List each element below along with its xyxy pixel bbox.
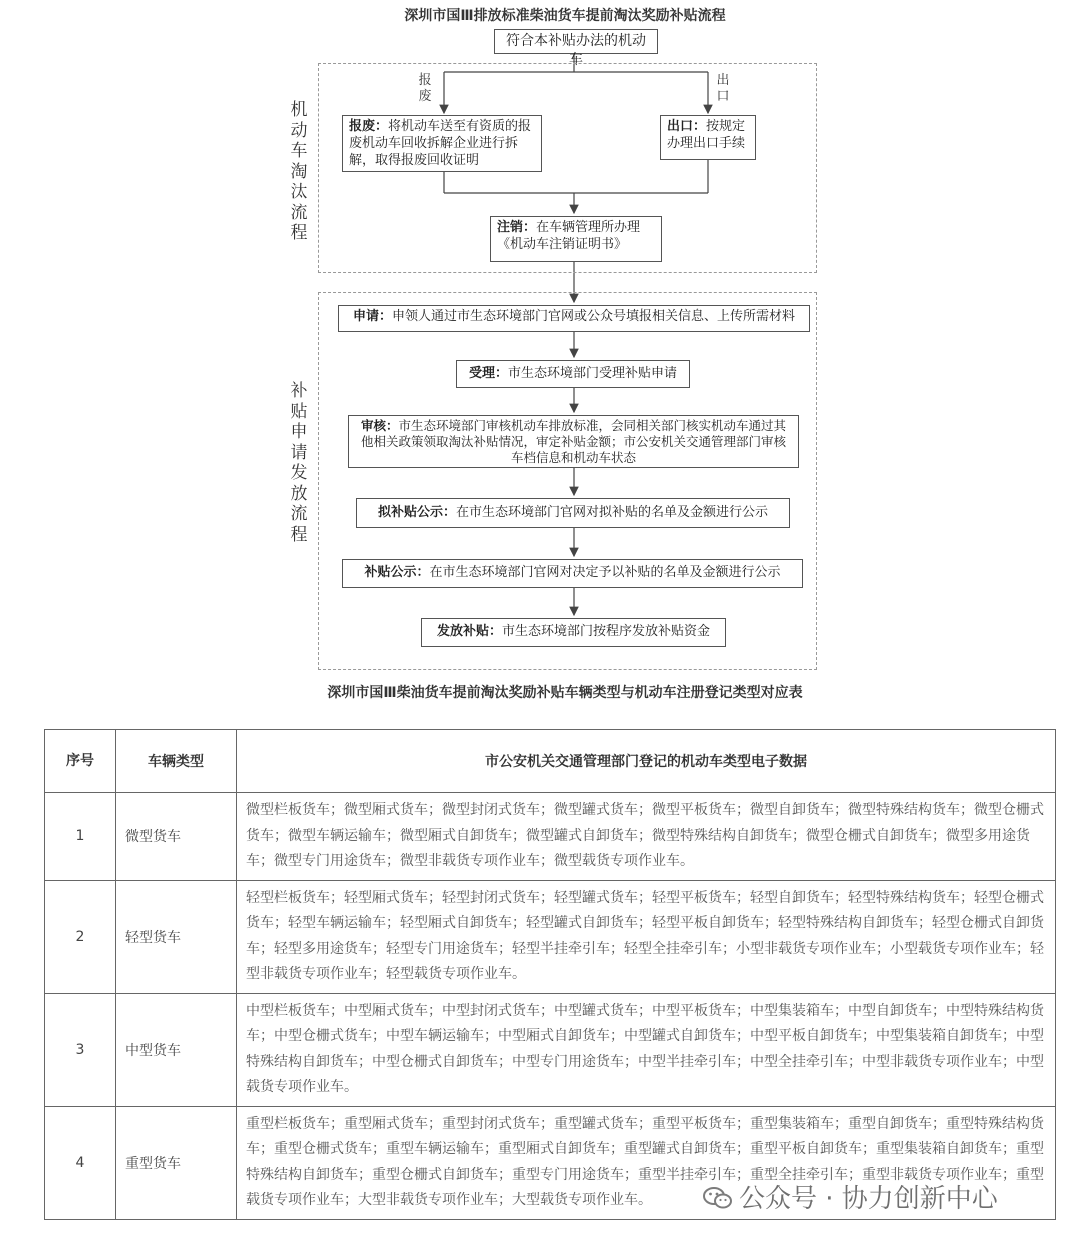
accept-bold: 受理：	[468, 366, 508, 381]
row-number: 4	[45, 1106, 116, 1219]
branch-export-label: 出口	[716, 73, 730, 104]
proposed-text: 在市生态环境部门官网对拟补贴的名单及金额进行公示	[456, 505, 769, 520]
apply-bold: 申请：	[352, 309, 392, 324]
accept-box	[456, 360, 690, 388]
header-vehicle-type: 车辆类型	[116, 730, 237, 793]
start-box: 符合本补贴办法的机动车	[494, 29, 658, 54]
section-subsidy-label: 补贴申请发放流程	[290, 381, 308, 545]
scrap-text: 将机动车送至有资质的报废机动车回收拆解企业进行拆解，取得报废回收证明	[349, 119, 532, 168]
issue-text: 市生态环境部门按程序发放补贴资金	[502, 624, 711, 639]
row-registration-types: 中型栏板货车；中型厢式货车；中型封闭式货车；中型罐式货车；中型平板货车；中型集装箱车；中型自卸货车；中型特殊结构货车；中型仓栅式货车；中型车辆运输车；中型厢式自卸货车；中型罐式自卸货车；中型平板自卸货车；中型集装箱自卸货车；中型特殊结构自卸货车；中型仓栅式自卸货车；中型专门用途货车；中型半挂牵引车；中型全挂牵引车；中型非载货专项作业车；中型载货专项作业车。	[237, 993, 1056, 1106]
row-vehicle-type: 重型货车	[116, 1106, 237, 1219]
apply-box	[338, 305, 810, 332]
publicize-box	[342, 559, 803, 588]
publicize-bold: 补贴公示：	[364, 565, 430, 580]
row-registration-types: 微型栏板货车；微型厢式货车；微型封闭式货车；微型罐式货车；微型平板货车；微型自卸货车；微型特殊结构货车；微型仓栅式货车；微型车辆运输车；微型厢式自卸货车；微型罐式自卸货车；微型特殊结构自卸货车；微型仓栅式自卸货车；微型多用途货车；微型专门用途货车；微型非载货专项作业车；微型载货专项作业车。	[237, 793, 1056, 881]
header-registration-types: 市公安机关交通管理部门登记的机动车类型电子数据	[237, 730, 1056, 793]
row-vehicle-type: 轻型货车	[116, 880, 237, 993]
table-header-row	[45, 730, 1056, 793]
section-scrapping-label: 机动车淘汰流程	[290, 100, 308, 243]
cancel-box	[490, 216, 662, 262]
row-vehicle-type: 微型货车	[116, 793, 237, 881]
wechat-icon	[703, 1186, 733, 1210]
proposed-bold: 拟补贴公示：	[377, 505, 456, 520]
issue-box	[421, 618, 726, 647]
row-number: 3	[45, 993, 116, 1106]
review-box	[348, 415, 799, 468]
row-number: 1	[45, 793, 116, 881]
cancel-text: 在车辆管理所办理《机动车注销证明书》	[497, 220, 641, 252]
issue-bold: 发放补贴：	[436, 624, 502, 639]
cancel-bold: 注销：	[497, 220, 537, 235]
table-row	[45, 993, 1056, 1106]
section-subsidy	[318, 292, 817, 670]
proposed-box	[356, 498, 790, 528]
header-number: 序号	[45, 730, 116, 793]
review-text: 市生态环境部门审核机动车排放标准，会同相关部门核实机动车通过其他相关政策领取淘汰补贴情况，审定补贴金额；市公安机关交通管理部门审核车档信息和机动车状态	[360, 418, 787, 465]
publicize-text: 在市生态环境部门官网对决定予以补贴的名单及金额进行公示	[429, 565, 781, 580]
table-row	[45, 880, 1056, 993]
scrap-box	[342, 115, 542, 172]
scrap-bold: 报废：	[349, 119, 389, 134]
watermark	[703, 1178, 998, 1215]
export-bold: 出口：	[667, 119, 707, 134]
row-registration-types: 轻型栏板货车；轻型厢式货车；轻型封闭式货车；轻型罐式货车；轻型平板货车；轻型自卸货车；轻型特殊结构货车；轻型仓栅式货车；轻型车辆运输车；轻型厢式自卸货车；轻型罐式自卸货车；轻型平板自卸货车；轻型特殊结构自卸货车；轻型仓栅式自卸货车；轻型多用途货车；轻型专门用途货车；轻型半挂牵引车；轻型全挂牵引车；小型非载货专项作业车；小型载货专项作业车；轻型非载货专项作业车；轻型载货专项作业车。	[237, 880, 1056, 993]
watermark-text: 公众号 · 协力创新中心	[739, 1184, 998, 1214]
apply-text: 申领人通过市生态环境部门官网或公众号填报相关信息、上传所需材料	[392, 309, 796, 324]
flow-title: 深圳市国Ⅲ排放标准柴油货车提前淘汰奖励补贴流程	[404, 8, 726, 24]
export-box	[660, 115, 756, 160]
row-vehicle-type: 中型货车	[116, 993, 237, 1106]
export-text: 按规定办理出口手续	[667, 119, 746, 151]
review-bold: 审核：	[360, 418, 399, 433]
table-row	[45, 793, 1056, 881]
row-registration-types: 重型栏板货车；重型厢式货车；重型封闭式货车；重型罐式货车；重型平板货车；重型集装箱车；重型自卸货车；重型特殊结构货车；重型仓栅式货车；重型车辆运输车；重型厢式自卸货车；重型罐式自卸货车；重型平板自卸货车；重型集装箱自卸货车；重型特殊结构自卸货车；重型仓栅式自卸货车；重型专门用途货车；重型半挂牵引车；重型全挂牵引车；重型非载货专项作业车；重型载货专项作业车；大型非载货专项作业车；大型载货专项作业车。	[237, 1106, 1056, 1219]
table-title: 深圳市国Ⅲ柴油货车提前淘汰奖励补贴车辆类型与机动车注册登记类型对应表	[327, 685, 803, 701]
accept-text: 市生态环境部门受理补贴申请	[508, 366, 678, 381]
branch-scrap-label: 报废	[418, 73, 432, 104]
vehicle-type-table	[44, 729, 1056, 1220]
row-number: 2	[45, 880, 116, 993]
